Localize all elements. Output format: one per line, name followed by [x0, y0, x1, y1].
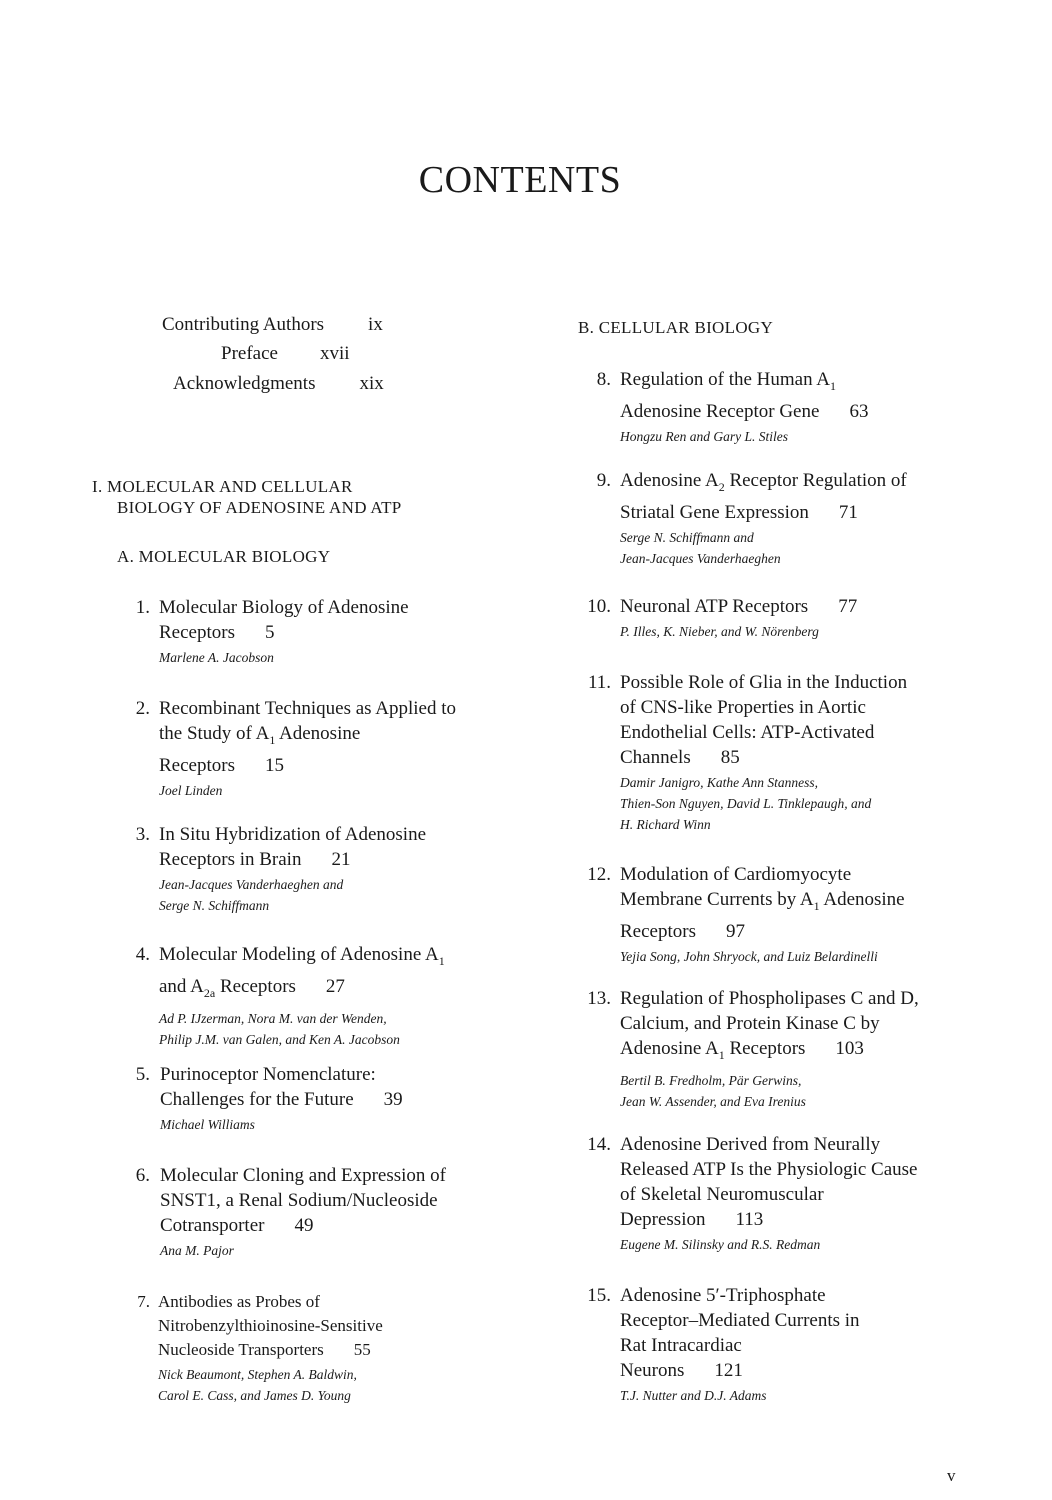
entry-title-line: Receptors 5 [159, 622, 275, 643]
author-line: Bertil B. Fredholm, Pär Gerwins, [620, 1072, 802, 1088]
front-matter-item [162, 314, 383, 336]
entry-body [158, 1290, 383, 1406]
author-line: Yejia Song, John Shryock, and Luiz Belardinelli [620, 948, 878, 964]
entry-title-line: Molecular Cloning and Expression of [160, 1165, 447, 1186]
author-line: Jean W. Assender, and Eva Irenius [620, 1093, 806, 1109]
entry-page: 39 [383, 1089, 403, 1110]
entry-title-line: Regulation of Phospholipases C and D, [620, 988, 919, 1009]
entry-number: 11. [587, 672, 611, 693]
entry-page: 77 [838, 596, 858, 617]
entry-body [620, 1132, 917, 1255]
author-line: Philip J.M. van Galen, and Ken A. Jacobson [159, 1031, 400, 1047]
author-line: H. Richard Winn [620, 817, 711, 832]
entry-authors [159, 1008, 445, 1050]
entry-authors [620, 772, 907, 835]
entry-title-line: Neuronal ATP Receptors 77 [620, 596, 858, 617]
entry-number: 15. [587, 1285, 611, 1306]
entry-body [620, 986, 919, 1112]
entry-body [159, 696, 456, 801]
entry-number: 2. [135, 698, 150, 719]
entry-title-line: of CNS-like Properties in Aortic [620, 697, 866, 718]
part-heading-line: BIOLOGY OF ADENOSINE AND ATP [117, 498, 402, 517]
entry-title-line: Depression 113 [620, 1209, 764, 1230]
entry-authors [620, 527, 907, 569]
page-number: v [947, 1466, 956, 1485]
entry-title-line: Modulation of Cardiomyocyte [620, 864, 852, 885]
author-line: Jean-Jacques Vanderhaeghen [620, 550, 781, 566]
entry-page: 63 [849, 400, 869, 422]
entry-body [620, 862, 905, 967]
entry-title-line: Adenosine $A_2$ Receptor Regulation of [620, 470, 907, 494]
author-line: Serge N. Schiffmann [159, 898, 270, 913]
entry-page: 27 [325, 975, 345, 997]
front-matter-label: Contributing Authors [162, 314, 325, 335]
entry-title-line: Regulation of the Human $A_1$ [620, 369, 837, 393]
author-line: Jean-Jacques Vanderhaeghen and [159, 877, 344, 892]
entry-title-line: Receptors 97 [620, 920, 745, 942]
entry-title-line: Antibodies as Probes of [158, 1292, 320, 1311]
entry-authors [159, 780, 456, 801]
entry-body [159, 822, 426, 916]
entry-title-line: Adenosine Derived from Neurally [620, 1134, 881, 1155]
entry-authors [620, 426, 868, 447]
entry-title-line: the Study of $A_1$ Adenosine [159, 723, 361, 747]
entry-page: 21 [331, 849, 351, 870]
entry-number: 3. [135, 824, 150, 845]
entry-title-line: Purinoceptor Nomenclature: [160, 1064, 376, 1085]
entry-authors [159, 647, 409, 668]
entry-title-line: Possible Role of Glia in the Induction [620, 672, 908, 693]
entry-title-line: Receptor–Mediated Currents in [620, 1310, 860, 1331]
entry-title-line: Challenges for the Future 39 [160, 1089, 403, 1110]
page-title: CONTENTS [418, 159, 622, 201]
author-line: Hongzu Ren and Gary L. Stiles [620, 428, 788, 444]
entry-body [620, 1283, 860, 1406]
entry-page: 103 [835, 1038, 864, 1059]
entry-title-line: SNST1, a Renal Sodium/Nucleoside [160, 1190, 438, 1211]
author-line: Thien-Son Nguyen, David L. Tinklepaugh, and [620, 796, 872, 811]
entry-body [620, 367, 868, 447]
entry-number: 7. [137, 1292, 150, 1311]
entry-body [159, 595, 409, 668]
entry-title-line: Molecular Modeling of Adenosine $A_1$ [159, 944, 445, 968]
front-matter-item [173, 373, 384, 395]
entry-page: 49 [294, 1215, 314, 1236]
entry-body [620, 594, 857, 642]
entry-title-line: Neurons 121 [620, 1360, 743, 1381]
author-line: Serge N. Schiffmann and [620, 529, 754, 545]
entry-number: 6. [135, 1165, 150, 1186]
entry-title-line: Striatal Gene Expression 71 [620, 501, 858, 523]
entry-number: 12. [587, 864, 611, 885]
entry-page: 121 [714, 1360, 743, 1381]
author-line: Michael Williams [160, 1117, 255, 1132]
author-line: Ana M. Pajor [160, 1243, 234, 1258]
entry-number: 5. [135, 1064, 150, 1085]
entry-number: 4. [135, 944, 150, 965]
entry-authors [158, 1364, 383, 1406]
entry-authors [620, 621, 857, 642]
entry-authors [160, 1240, 446, 1261]
entry-title-line: Adenosine 5′-Triphosphate [620, 1285, 826, 1306]
entry-body [159, 942, 445, 1050]
entry-number: 8. [596, 369, 611, 390]
author-line: Ad P. IJzerman, Nora M. van der Wenden, [159, 1010, 387, 1026]
entry-title-line: Recombinant Techniques as Applied to [159, 698, 456, 719]
author-line: Joel Linden [159, 782, 223, 798]
front-matter-page: xix [359, 373, 384, 394]
entry-title-line: In Situ Hybridization of Adenosine [159, 824, 427, 845]
entry-title-line: Nitrobenzylthioinosine-Sensitive [158, 1316, 383, 1335]
entry-body [620, 468, 907, 569]
entry-title-line: Calcium, and Protein Kinase C by [620, 1013, 880, 1034]
entry-authors [620, 1234, 917, 1255]
entry-authors [620, 946, 905, 967]
part-heading-line: I. MOLECULAR AND CELLULAR [92, 477, 353, 496]
entry-page: 55 [353, 1340, 371, 1359]
entry-page: 113 [735, 1209, 764, 1230]
part-heading [92, 476, 402, 518]
entry-body [160, 1163, 446, 1261]
author-line: Marlene A. Jacobson [159, 650, 274, 665]
front-matter-item [221, 343, 350, 365]
entry-title-line: Cotransporter 49 [160, 1215, 314, 1236]
entry-title-line: and $A_{2a}$ Receptors 27 [159, 975, 345, 1000]
entry-title-line: Molecular Biology of Adenosine [159, 597, 409, 618]
author-line: Carol E. Cass, and James D. Young [158, 1388, 351, 1403]
entry-title-line: Membrane Currents by $A_1$ Adenosine [620, 889, 905, 913]
entry-number: 9. [596, 470, 611, 491]
entry-title-line: Receptors 15 [159, 754, 284, 776]
entry-title-line: of Skeletal Neuromuscular [620, 1184, 824, 1205]
author-line: P. Illes, K. Nieber, and W. Nörenberg [620, 624, 819, 639]
entry-number: 13. [587, 988, 611, 1009]
front-matter-label: Preface [221, 343, 278, 364]
entry-title-line: Rat Intracardiac [620, 1335, 742, 1356]
entry-page: 15 [264, 754, 284, 776]
entry-number: 1. [135, 597, 150, 618]
entry-page: 97 [725, 920, 745, 942]
front-matter-label: Acknowledgments [173, 373, 316, 394]
entry-number: 14. [587, 1134, 611, 1155]
entry-body [620, 670, 907, 835]
entry-page: 5 [264, 622, 275, 643]
author-line: T.J. Nutter and D.J. Adams [620, 1388, 767, 1403]
entry-title-line: Adenosine $A_1$ Receptors 103 [620, 1038, 864, 1062]
section-heading-molecular: A. MOLECULAR BIOLOGY [117, 547, 331, 566]
entry-authors [160, 1114, 403, 1135]
entry-page: 85 [720, 747, 740, 768]
front-matter-page: xvii [319, 343, 350, 364]
author-line: Damir Janigro, Kathe Ann Stanness, [620, 775, 818, 790]
entry-number: 10. [587, 596, 611, 617]
entry-authors [159, 874, 426, 916]
entry-authors [620, 1385, 860, 1406]
entry-title-line: Nucleoside Transporters 55 [158, 1340, 371, 1359]
entry-title-line: Receptors in Brain 21 [159, 849, 351, 870]
entry-title-line: Endothelial Cells: ATP-Activated [620, 722, 875, 743]
front-matter-page: ix [368, 314, 383, 335]
entry-authors [620, 1070, 919, 1112]
author-line: Nick Beaumont, Stephen A. Baldwin, [158, 1367, 357, 1382]
entry-title-line: Released ATP Is the Physiologic Cause [620, 1159, 918, 1180]
entry-title-line: Channels 85 [620, 747, 740, 768]
author-line: Eugene M. Silinsky and R.S. Redman [620, 1237, 821, 1252]
entry-page: 71 [838, 501, 858, 523]
entry-body [160, 1062, 403, 1135]
entry-title-line: Adenosine Receptor Gene 63 [620, 400, 869, 422]
section-heading-cellular: B. CELLULAR BIOLOGY [578, 318, 774, 337]
